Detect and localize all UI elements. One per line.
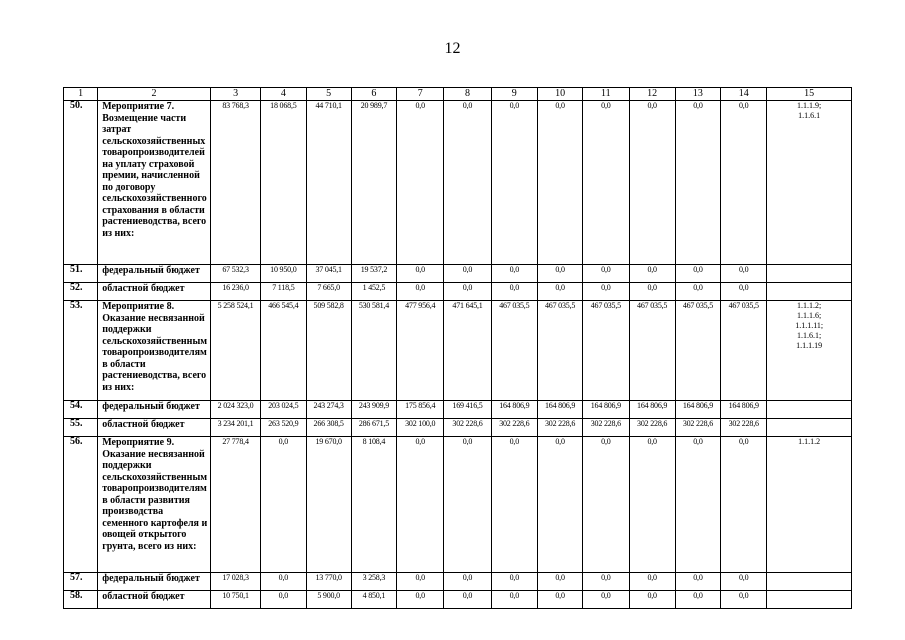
value-cell: 20 989,7 bbox=[351, 101, 396, 265]
row-number: 56. bbox=[64, 437, 98, 573]
value-cell: 18 068,5 bbox=[261, 101, 306, 265]
reference-cell bbox=[767, 265, 852, 283]
value-cell: 302 228,6 bbox=[721, 419, 767, 437]
value-cell: 0,0 bbox=[583, 283, 629, 301]
value-cell: 0,0 bbox=[397, 573, 444, 591]
value-cell: 0,0 bbox=[491, 101, 537, 265]
value-cell: 5 900,0 bbox=[306, 591, 351, 609]
value-cell: 5 258 524,1 bbox=[210, 301, 260, 401]
value-cell: 477 956,4 bbox=[397, 301, 444, 401]
value-cell: 164 806,9 bbox=[721, 401, 767, 419]
value-cell: 3 234 201,1 bbox=[210, 419, 260, 437]
reference-code: 1.1.1.19 bbox=[796, 341, 823, 350]
value-cell: 0,0 bbox=[444, 573, 491, 591]
value-cell: 0,0 bbox=[721, 591, 767, 609]
value-cell: 530 581,4 bbox=[351, 301, 396, 401]
value-cell: 0,0 bbox=[397, 437, 444, 573]
value-cell: 0,0 bbox=[537, 437, 582, 573]
value-cell: 466 545,4 bbox=[261, 301, 306, 401]
value-cell: 0,0 bbox=[261, 437, 306, 573]
table-row bbox=[64, 401, 852, 419]
value-cell: 0,0 bbox=[261, 591, 306, 609]
reference-code: 1.1.1.6; bbox=[797, 311, 822, 320]
value-cell: 0,0 bbox=[444, 283, 491, 301]
value-cell: 0,0 bbox=[491, 265, 537, 283]
column-header: 1 bbox=[64, 88, 98, 101]
row-name: Мероприятие 9. Оказание несвязанной поддержки сельскохозяйственным товаропроизводителям в области развития производства семенного картофеля и овощей открытого грунта, всего из них: bbox=[98, 437, 211, 573]
value-cell: 2 024 323,0 bbox=[210, 401, 260, 419]
column-header: 11 bbox=[583, 88, 629, 101]
column-header: 9 bbox=[491, 88, 537, 101]
value-cell: 0,0 bbox=[397, 283, 444, 301]
row-name: Мероприятие 8. Оказание несвязанной поддержки сельскохозяйственным товаропроизводителям в области растениеводства, всего из них: bbox=[98, 301, 211, 401]
column-header: 2 bbox=[98, 88, 211, 101]
table-row bbox=[64, 301, 852, 401]
value-cell: 67 532,3 bbox=[210, 265, 260, 283]
column-header: 15 bbox=[767, 88, 852, 101]
value-cell: 302 228,6 bbox=[491, 419, 537, 437]
value-cell: 302 228,6 bbox=[444, 419, 491, 437]
value-cell: 19 670,0 bbox=[306, 437, 351, 573]
reference-code: 1.1.1.2 bbox=[798, 437, 821, 446]
value-cell: 266 308,5 bbox=[306, 419, 351, 437]
value-cell: 0,0 bbox=[261, 573, 306, 591]
value-cell: 0,0 bbox=[675, 573, 720, 591]
value-cell: 467 035,5 bbox=[629, 301, 675, 401]
column-header: 5 bbox=[306, 88, 351, 101]
value-cell: 467 035,5 bbox=[721, 301, 767, 401]
value-cell: 302 228,6 bbox=[629, 419, 675, 437]
value-cell: 0,0 bbox=[583, 265, 629, 283]
value-cell: 0,0 bbox=[721, 101, 767, 265]
value-cell: 0,0 bbox=[537, 265, 582, 283]
header-row bbox=[64, 88, 852, 101]
reference-cell bbox=[767, 283, 852, 301]
column-header: 10 bbox=[537, 88, 582, 101]
value-cell: 8 108,4 bbox=[351, 437, 396, 573]
value-cell: 243 274,3 bbox=[306, 401, 351, 419]
value-cell: 0,0 bbox=[675, 265, 720, 283]
value-cell: 10 750,1 bbox=[210, 591, 260, 609]
value-cell: 243 909,9 bbox=[351, 401, 396, 419]
value-cell: 286 671,5 bbox=[351, 419, 396, 437]
row-name: федеральный бюджет bbox=[98, 401, 211, 419]
value-cell: 19 537,2 bbox=[351, 265, 396, 283]
value-cell: 7 665,0 bbox=[306, 283, 351, 301]
value-cell: 467 035,5 bbox=[537, 301, 582, 401]
value-cell: 0,0 bbox=[537, 283, 582, 301]
value-cell: 467 035,5 bbox=[491, 301, 537, 401]
value-cell: 44 710,1 bbox=[306, 101, 351, 265]
value-cell: 0,0 bbox=[444, 265, 491, 283]
row-name: федеральный бюджет bbox=[98, 265, 211, 283]
value-cell: 302 228,6 bbox=[537, 419, 582, 437]
value-cell: 0,0 bbox=[629, 283, 675, 301]
row-number: 58. bbox=[64, 591, 98, 609]
table-row bbox=[64, 591, 852, 609]
value-cell: 0,0 bbox=[629, 573, 675, 591]
reference-code: 1.1.1.11; bbox=[795, 321, 824, 330]
value-cell: 0,0 bbox=[721, 265, 767, 283]
value-cell: 0,0 bbox=[675, 283, 720, 301]
value-cell: 0,0 bbox=[491, 283, 537, 301]
value-cell: 0,0 bbox=[583, 437, 629, 573]
row-number: 53. bbox=[64, 301, 98, 401]
reference-cell bbox=[767, 437, 852, 573]
value-cell: 169 416,5 bbox=[444, 401, 491, 419]
row-name: федеральный бюджет bbox=[98, 573, 211, 591]
value-cell: 0,0 bbox=[629, 437, 675, 573]
value-cell: 302 228,6 bbox=[583, 419, 629, 437]
table-row bbox=[64, 265, 852, 283]
value-cell: 0,0 bbox=[491, 591, 537, 609]
value-cell: 1 452,5 bbox=[351, 283, 396, 301]
value-cell: 7 118,5 bbox=[261, 283, 306, 301]
value-cell: 471 645,1 bbox=[444, 301, 491, 401]
value-cell: 0,0 bbox=[397, 101, 444, 265]
row-name: областной бюджет bbox=[98, 419, 211, 437]
row-name: областной бюджет bbox=[98, 591, 211, 609]
column-header: 7 bbox=[397, 88, 444, 101]
row-number: 51. bbox=[64, 265, 98, 283]
value-cell: 17 028,3 bbox=[210, 573, 260, 591]
value-cell: 0,0 bbox=[444, 437, 491, 573]
value-cell: 37 045,1 bbox=[306, 265, 351, 283]
value-cell: 0,0 bbox=[444, 591, 491, 609]
value-cell: 263 520,9 bbox=[261, 419, 306, 437]
table-row bbox=[64, 573, 852, 591]
budget-table bbox=[63, 87, 852, 609]
value-cell: 164 806,9 bbox=[583, 401, 629, 419]
reference-code: 1.1.6.1; bbox=[797, 331, 822, 340]
value-cell: 0,0 bbox=[537, 591, 582, 609]
value-cell: 0,0 bbox=[397, 591, 444, 609]
table-row bbox=[64, 437, 852, 573]
value-cell: 467 035,5 bbox=[675, 301, 720, 401]
row-name: областной бюджет bbox=[98, 283, 211, 301]
row-number: 54. bbox=[64, 401, 98, 419]
reference-cell bbox=[767, 591, 852, 609]
row-number: 57. bbox=[64, 573, 98, 591]
reference-code: 1.1.1.2; bbox=[797, 301, 822, 310]
row-number: 55. bbox=[64, 419, 98, 437]
value-cell: 0,0 bbox=[491, 437, 537, 573]
table-row bbox=[64, 419, 852, 437]
value-cell: 164 806,9 bbox=[491, 401, 537, 419]
value-cell: 164 806,9 bbox=[675, 401, 720, 419]
value-cell: 0,0 bbox=[397, 265, 444, 283]
column-header: 13 bbox=[675, 88, 720, 101]
column-header: 3 bbox=[210, 88, 260, 101]
value-cell: 0,0 bbox=[583, 591, 629, 609]
reference-code: 1.1.6.1 bbox=[798, 111, 821, 120]
value-cell: 203 024,5 bbox=[261, 401, 306, 419]
table-row bbox=[64, 101, 852, 265]
row-number: 50. bbox=[64, 101, 98, 265]
value-cell: 0,0 bbox=[583, 573, 629, 591]
value-cell: 0,0 bbox=[583, 101, 629, 265]
table-body bbox=[64, 88, 852, 609]
value-cell: 10 950,0 bbox=[261, 265, 306, 283]
value-cell: 302 228,6 bbox=[675, 419, 720, 437]
value-cell: 0,0 bbox=[675, 437, 720, 573]
value-cell: 467 035,5 bbox=[583, 301, 629, 401]
row-name: Мероприятие 7. Возмещение части затрат сельскохозяйственных товаропроизводителей на уплату страховой премии, начисленной по договору сельскохозяйственного страхования в области растениеводства, всего из них: bbox=[98, 101, 211, 265]
value-cell: 0,0 bbox=[721, 437, 767, 573]
column-header: 14 bbox=[721, 88, 767, 101]
page-number: 12 bbox=[444, 40, 461, 57]
reference-code: 1.1.1.9; bbox=[797, 101, 822, 110]
value-cell: 0,0 bbox=[629, 591, 675, 609]
value-cell: 0,0 bbox=[721, 283, 767, 301]
value-cell: 175 856,4 bbox=[397, 401, 444, 419]
value-cell: 0,0 bbox=[721, 573, 767, 591]
column-header: 4 bbox=[261, 88, 306, 101]
reference-cell bbox=[767, 301, 852, 401]
value-cell: 27 778,4 bbox=[210, 437, 260, 573]
column-header: 8 bbox=[444, 88, 491, 101]
column-header: 6 bbox=[351, 88, 396, 101]
value-cell: 0,0 bbox=[444, 101, 491, 265]
value-cell: 4 850,1 bbox=[351, 591, 396, 609]
value-cell: 83 768,3 bbox=[210, 101, 260, 265]
value-cell: 0,0 bbox=[629, 101, 675, 265]
value-cell: 0,0 bbox=[491, 573, 537, 591]
table-row bbox=[64, 283, 852, 301]
column-header: 12 bbox=[629, 88, 675, 101]
reference-cell bbox=[767, 419, 852, 437]
value-cell: 164 806,9 bbox=[537, 401, 582, 419]
value-cell: 0,0 bbox=[675, 591, 720, 609]
value-cell: 0,0 bbox=[537, 101, 582, 265]
value-cell: 164 806,9 bbox=[629, 401, 675, 419]
reference-cell bbox=[767, 101, 852, 265]
value-cell: 0,0 bbox=[537, 573, 582, 591]
reference-cell bbox=[767, 573, 852, 591]
value-cell: 16 236,0 bbox=[210, 283, 260, 301]
value-cell: 3 258,3 bbox=[351, 573, 396, 591]
value-cell: 509 582,8 bbox=[306, 301, 351, 401]
reference-cell bbox=[767, 401, 852, 419]
value-cell: 13 770,0 bbox=[306, 573, 351, 591]
value-cell: 0,0 bbox=[675, 101, 720, 265]
value-cell: 0,0 bbox=[629, 265, 675, 283]
row-number: 52. bbox=[64, 283, 98, 301]
value-cell: 302 100,0 bbox=[397, 419, 444, 437]
